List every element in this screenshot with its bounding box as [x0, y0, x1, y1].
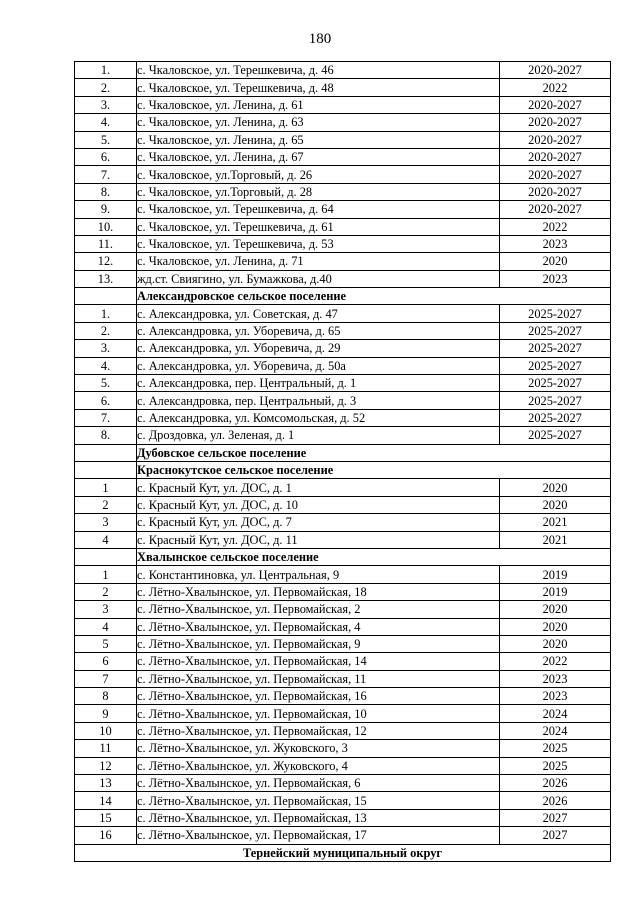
address: с. Александровка, ул. Комсомольская, д. 52	[137, 409, 500, 426]
repair-year: 2025	[500, 757, 611, 774]
table-row	[75, 757, 611, 774]
repair-year: 2025	[500, 740, 611, 757]
repair-year: 2020-2027	[500, 148, 611, 165]
row-number-cell	[75, 288, 137, 305]
repair-year: 2019	[500, 583, 611, 600]
row-number: 12.	[75, 253, 137, 270]
address: с. Лётно-Хвалынское, ул. Жуковского, 4	[137, 757, 500, 774]
address: с. Лётно-Хвалынское, ул. Первомайская, 15	[137, 792, 500, 809]
repair-year: 2020-2027	[500, 166, 611, 183]
repair-year: 2025-2027	[500, 357, 611, 374]
address: с. Чкаловское, ул. Терешкевича, д. 53	[137, 235, 500, 252]
row-number-cell	[75, 461, 137, 478]
table-row	[75, 183, 611, 200]
table-row	[75, 427, 611, 444]
address: с. Красный Кут, ул. ДОС, д. 7	[137, 514, 500, 531]
table-body	[75, 62, 611, 845]
table-row	[75, 740, 611, 757]
address: с. Чкаловское, ул.Торговый, д. 26	[137, 166, 500, 183]
address: с. Чкаловское, ул. Ленина, д. 71	[137, 253, 500, 270]
section-row	[75, 288, 611, 305]
repair-year: 2025-2027	[500, 409, 611, 426]
table-row	[75, 705, 611, 722]
address: с. Лётно-Хвалынское, ул. Первомайская, 12	[137, 722, 500, 739]
repair-year: 2024	[500, 705, 611, 722]
address: с. Чкаловское, ул. Терешкевича, д. 46	[137, 62, 500, 79]
row-number: 13.	[75, 270, 137, 287]
row-number: 6.	[75, 392, 137, 409]
row-number: 12	[75, 757, 137, 774]
table-row	[75, 62, 611, 79]
row-number: 14	[75, 792, 137, 809]
table-row	[75, 775, 611, 792]
address: с. Лётно-Хвалынское, ул. Первомайская, 18	[137, 583, 500, 600]
row-number: 4.	[75, 114, 137, 131]
row-number: 3.	[75, 96, 137, 113]
row-number: 3	[75, 601, 137, 618]
table-row	[75, 827, 611, 844]
row-number: 3.	[75, 340, 137, 357]
repair-year: 2022	[500, 218, 611, 235]
row-number: 1	[75, 479, 137, 496]
row-number: 2	[75, 583, 137, 600]
row-number-cell	[75, 548, 137, 565]
district-heading: Тернейский муниципальный округ	[75, 844, 611, 861]
row-number: 4	[75, 531, 137, 548]
address: жд.ст. Свиягино, ул. Бумажкова, д.40	[137, 270, 500, 287]
address: с. Лётно-Хвалынское, ул. Первомайская, 16	[137, 688, 500, 705]
table-row	[75, 235, 611, 252]
table-row	[75, 96, 611, 113]
address: с. Александровка, ул. Уборевича, д. 65	[137, 322, 500, 339]
table-row	[75, 496, 611, 513]
row-number: 2.	[75, 79, 137, 96]
row-number: 5	[75, 635, 137, 652]
section-row	[75, 461, 611, 478]
row-number: 6	[75, 653, 137, 670]
table-row	[75, 653, 611, 670]
repair-year: 2020-2027	[500, 131, 611, 148]
row-number: 11.	[75, 235, 137, 252]
row-number: 6.	[75, 148, 137, 165]
table-row	[75, 601, 611, 618]
row-number: 5.	[75, 131, 137, 148]
row-number: 1.	[75, 62, 137, 79]
row-number: 16	[75, 827, 137, 844]
row-number: 8.	[75, 427, 137, 444]
section-title: Краснокутское сельское поселение	[137, 461, 611, 478]
address: с. Александровка, ул. Уборевича, д. 50а	[137, 357, 500, 374]
table-row	[75, 531, 611, 548]
row-number: 5.	[75, 375, 137, 392]
row-number: 13	[75, 775, 137, 792]
row-number: 7.	[75, 409, 137, 426]
row-number-cell	[75, 444, 137, 461]
address: с. Константиновка, ул. Центральная, 9	[137, 566, 500, 583]
table-row	[75, 583, 611, 600]
row-number: 1	[75, 566, 137, 583]
table-row	[75, 809, 611, 826]
address: с. Лётно-Хвалынское, ул. Первомайская, 2	[137, 601, 500, 618]
repair-year: 2022	[500, 653, 611, 670]
address: с. Лётно-Хвалынское, ул. Первомайская, 10	[137, 705, 500, 722]
repair-year: 2025-2027	[500, 375, 611, 392]
section-title: Хвалынское сельское поселение	[137, 548, 611, 565]
repair-year: 2020-2027	[500, 96, 611, 113]
repair-year: 2020-2027	[500, 114, 611, 131]
address: с. Чкаловское, ул.Торговый, д. 28	[137, 183, 500, 200]
address: с. Лётно-Хвалынское, ул. Первомайская, 17	[137, 827, 500, 844]
row-number: 8	[75, 688, 137, 705]
row-number: 10	[75, 722, 137, 739]
repair-year: 2020-2027	[500, 183, 611, 200]
address: с. Александровка, пер. Центральный, д. 3	[137, 392, 500, 409]
row-number: 4	[75, 618, 137, 635]
table-row	[75, 635, 611, 652]
section-row	[75, 444, 611, 461]
table-row	[75, 270, 611, 287]
table-row	[75, 409, 611, 426]
table-row	[75, 514, 611, 531]
row-number: 2.	[75, 322, 137, 339]
table-row	[75, 392, 611, 409]
table-row	[75, 322, 611, 339]
row-number: 1.	[75, 305, 137, 322]
row-number: 9	[75, 705, 137, 722]
address: с. Лётно-Хвалынское, ул. Первомайская, 14	[137, 653, 500, 670]
table-row	[75, 305, 611, 322]
address: с. Чкаловское, ул. Ленина, д. 61	[137, 96, 500, 113]
repair-year: 2027	[500, 809, 611, 826]
row-number: 4.	[75, 357, 137, 374]
repair-year: 2021	[500, 514, 611, 531]
section-title: Дубовское сельское поселение	[137, 444, 611, 461]
section-row	[75, 548, 611, 565]
address: с. Красный Кут, ул. ДОС, д. 11	[137, 531, 500, 548]
repair-year: 2020	[500, 635, 611, 652]
repair-year: 2020	[500, 253, 611, 270]
repair-year: 2023	[500, 670, 611, 687]
repair-year: 2020-2027	[500, 62, 611, 79]
address: с. Красный Кут, ул. ДОС, д. 10	[137, 496, 500, 513]
table-row	[75, 166, 611, 183]
repair-year: 2026	[500, 792, 611, 809]
repair-year: 2025-2027	[500, 392, 611, 409]
repair-year: 2025-2027	[500, 427, 611, 444]
row-number: 11	[75, 740, 137, 757]
table-row	[75, 79, 611, 96]
repair-year: 2020-2027	[500, 201, 611, 218]
table-row	[75, 357, 611, 374]
table-row	[75, 722, 611, 739]
repair-year: 2019	[500, 566, 611, 583]
address: с. Чкаловское, ул. Терешкевича, д. 64	[137, 201, 500, 218]
row-number: 7	[75, 670, 137, 687]
table-row	[75, 253, 611, 270]
repair-year: 2025-2027	[500, 340, 611, 357]
table-row	[75, 844, 611, 861]
repair-year: 2021	[500, 531, 611, 548]
table-row	[75, 566, 611, 583]
table-row	[75, 340, 611, 357]
table-row	[75, 375, 611, 392]
address: с. Александровка, ул. Советская, д. 47	[137, 305, 500, 322]
address: с. Чкаловское, ул. Терешкевича, д. 61	[137, 218, 500, 235]
repair-year: 2025-2027	[500, 322, 611, 339]
repair-year: 2020	[500, 496, 611, 513]
repair-year: 2020	[500, 601, 611, 618]
repair-year: 2020	[500, 479, 611, 496]
table-row	[75, 688, 611, 705]
repair-year: 2023	[500, 270, 611, 287]
repair-year: 2026	[500, 775, 611, 792]
repair-year: 2025-2027	[500, 305, 611, 322]
table-row	[75, 792, 611, 809]
repair-year: 2024	[500, 722, 611, 739]
row-number: 7.	[75, 166, 137, 183]
housing-schedule-table	[74, 61, 611, 862]
repair-year: 2023	[500, 235, 611, 252]
row-number: 2	[75, 496, 137, 513]
address: с. Красный Кут, ул. ДОС, д. 1	[137, 479, 500, 496]
address: с. Лётно-Хвалынское, ул. Первомайская, 13	[137, 809, 500, 826]
repair-year: 2020	[500, 618, 611, 635]
address: с. Лётно-Хвалынское, ул. Первомайская, 6	[137, 775, 500, 792]
table-row	[75, 114, 611, 131]
address: с. Александровка, ул. Уборевича, д. 29	[137, 340, 500, 357]
row-number: 8.	[75, 183, 137, 200]
table-row	[75, 148, 611, 165]
address: с. Лётно-Хвалынское, ул. Первомайская, 4	[137, 618, 500, 635]
repair-year: 2022	[500, 79, 611, 96]
row-number: 10.	[75, 218, 137, 235]
page-number: 180	[308, 31, 332, 47]
address: с. Чкаловское, ул. Ленина, д. 65	[137, 131, 500, 148]
row-number: 9.	[75, 201, 137, 218]
address: с. Александровка, пер. Центральный, д. 1	[137, 375, 500, 392]
address: с. Чкаловское, ул. Ленина, д. 67	[137, 148, 500, 165]
address: с. Лётно-Хвалынское, ул. Жуковского, 3	[137, 740, 500, 757]
table-row	[75, 479, 611, 496]
table-row	[75, 618, 611, 635]
row-number: 3	[75, 514, 137, 531]
section-title: Александровское сельское поселение	[137, 288, 611, 305]
address: с. Чкаловское, ул. Терешкевича, д. 48	[137, 79, 500, 96]
table-row	[75, 670, 611, 687]
table-row	[75, 218, 611, 235]
table-row	[75, 131, 611, 148]
repair-year: 2023	[500, 688, 611, 705]
address: с. Дроздовка, ул. Зеленая, д. 1	[137, 427, 500, 444]
row-number: 15	[75, 809, 137, 826]
table-row	[75, 201, 611, 218]
address: с. Чкаловское, ул. Ленина, д. 63	[137, 114, 500, 131]
address: с. Лётно-Хвалынское, ул. Первомайская, 11	[137, 670, 500, 687]
repair-year: 2027	[500, 827, 611, 844]
address: с. Лётно-Хвалынское, ул. Первомайская, 9	[137, 635, 500, 652]
